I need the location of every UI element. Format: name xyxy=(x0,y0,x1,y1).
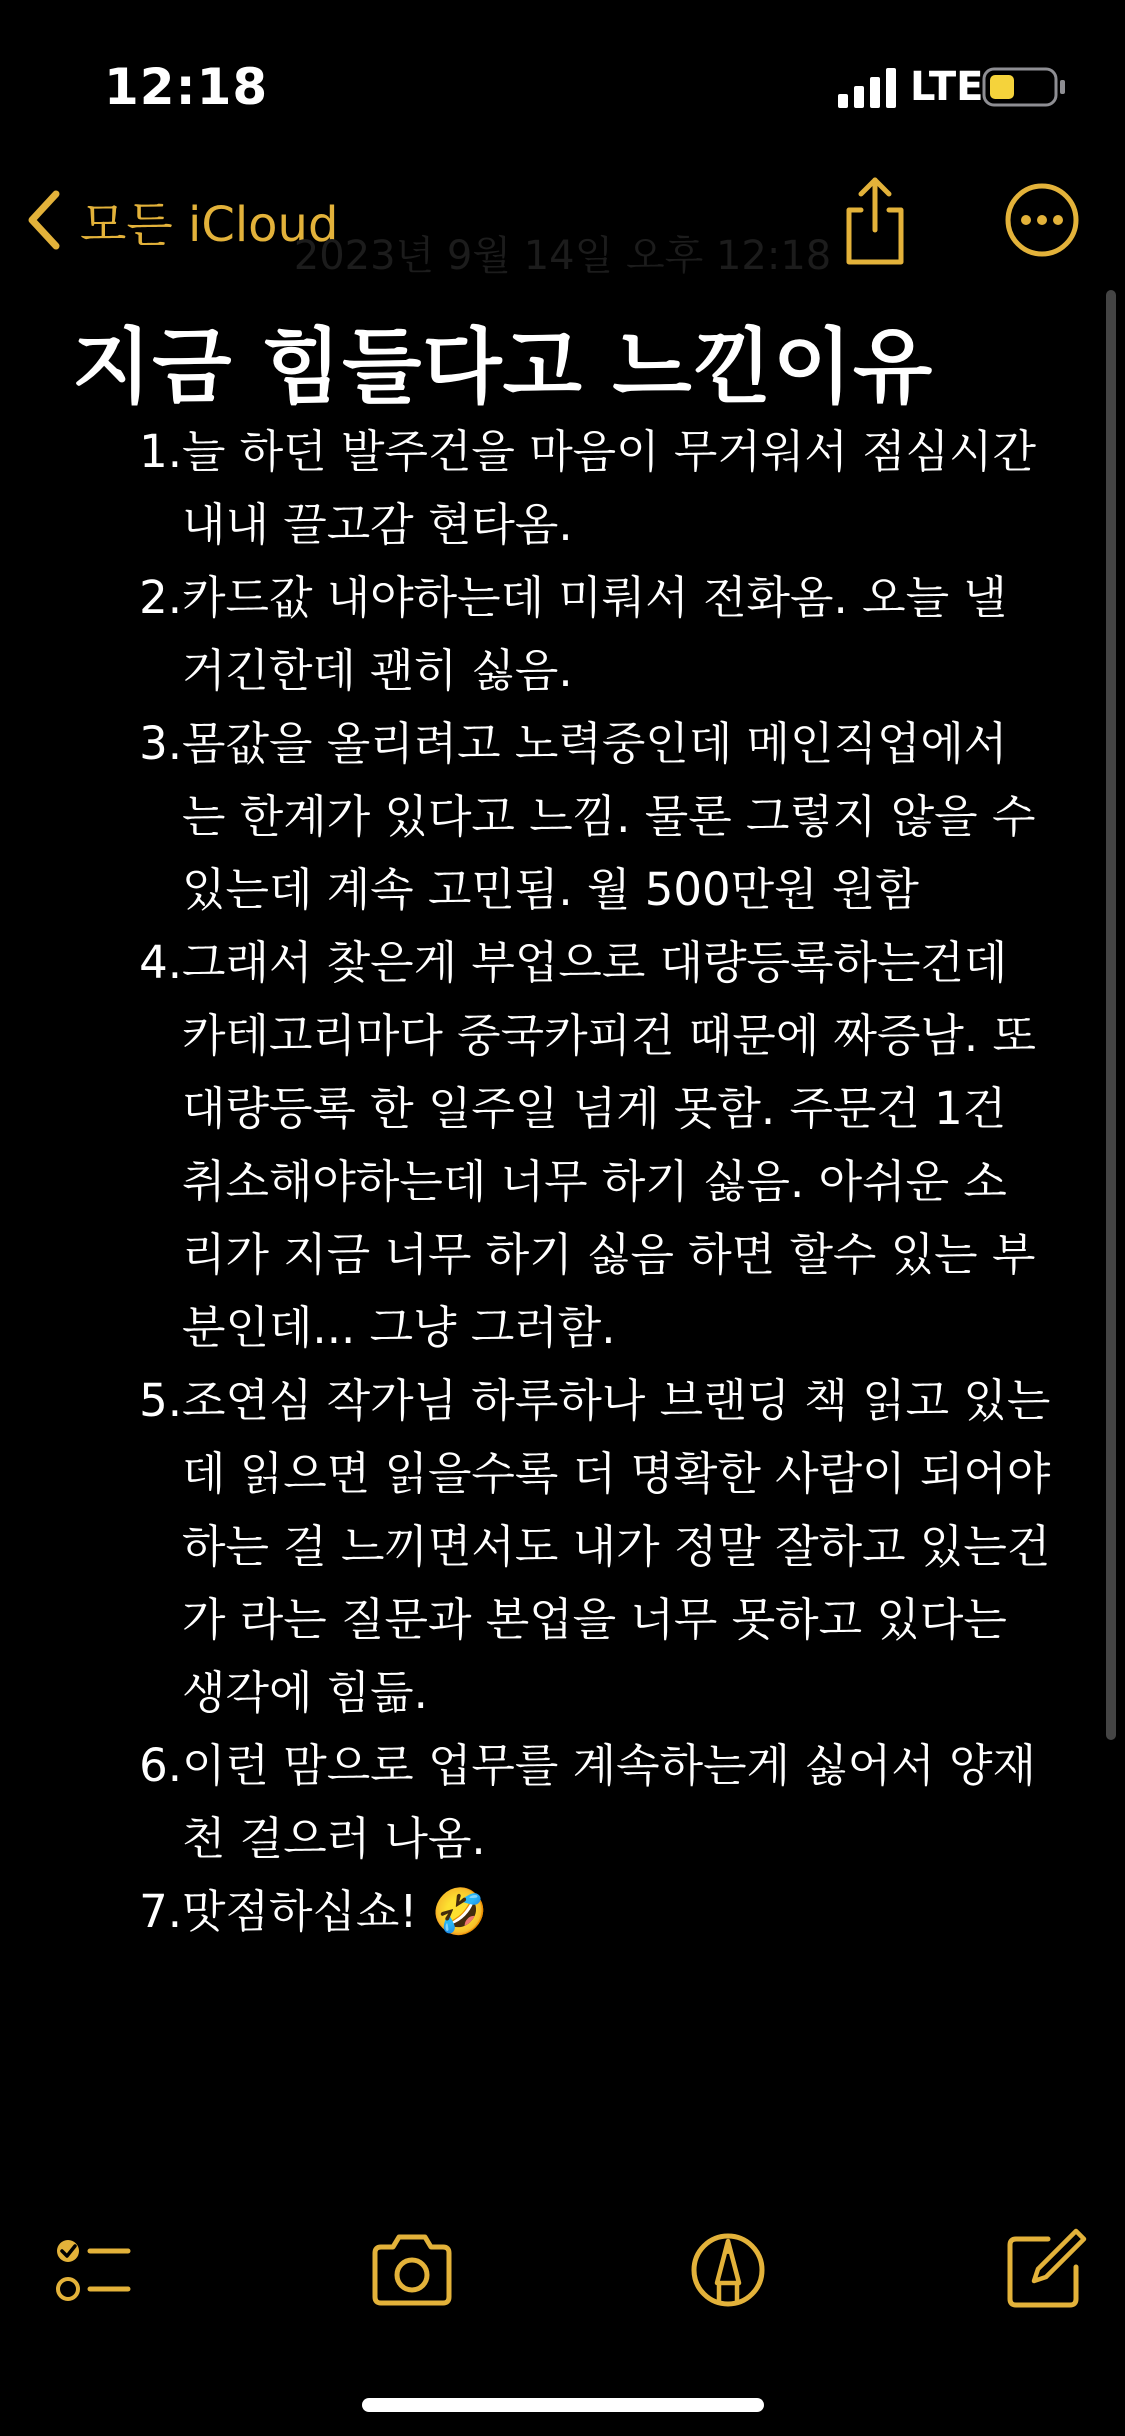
list-item-line: 내내 끌고감 현타옴. xyxy=(182,498,573,551)
list-item[interactable] xyxy=(100,1364,1060,1729)
list-item-number: 2. xyxy=(139,571,182,624)
list-item-line: 하는 걸 느끼면서도 내가 정말 잘하고 있는건 xyxy=(182,1520,1051,1573)
markup-icon[interactable] xyxy=(683,2225,773,2315)
list-item-text xyxy=(182,1875,1060,1948)
list-item-line: 거긴한데 괜히 싫음. xyxy=(182,644,573,697)
checklist-icon[interactable] xyxy=(48,2225,138,2315)
note-date: 2023년 9월 14일 오후 12:18 xyxy=(293,233,832,279)
note-body[interactable] xyxy=(100,415,1060,1948)
list-item-text xyxy=(182,707,1060,926)
list-item-line: 카드값 내야하는데 미뤄서 전화옴. 오늘 낼 xyxy=(182,571,1007,624)
list-item-text xyxy=(182,415,1060,561)
list-item-number: 6. xyxy=(139,1739,182,1792)
list-item-line: 천 걸으러 나옴. xyxy=(182,1812,486,1865)
list-item-line: 는 한계가 있다고 느낌. 물론 그렇지 않을 수 xyxy=(182,790,1036,843)
list-item-line: 리가 지금 너무 하기 싫음 하면 할수 있는 부 xyxy=(182,1228,1036,1281)
list-item-line: 맛점하십쇼! 🤣 xyxy=(182,1885,488,1938)
list-item-line: 데 읽으면 읽을수록 더 명확한 사람이 되어야 xyxy=(182,1447,1051,1500)
list-item-line: 카테고리마다 중국카피건 때문에 짜증남. 또 xyxy=(182,1009,1036,1062)
list-item-number: 4. xyxy=(139,936,182,989)
list-item-line: 몸값을 올리려고 노력중인데 메인직업에서 xyxy=(182,717,1008,770)
list-item[interactable] xyxy=(100,561,1060,707)
list-item[interactable] xyxy=(100,1729,1060,1875)
list-item-line: 생각에 힘듦. xyxy=(182,1666,428,1719)
list-item-text xyxy=(182,926,1060,1364)
list-item-line: 조연심 작가님 하루하나 브랜딩 책 읽고 있는 xyxy=(182,1374,1051,1427)
camera-icon[interactable] xyxy=(367,2225,457,2315)
note-title[interactable]: 지금 힘들다고 느낀이유 xyxy=(72,320,934,415)
list-item-number: 7. xyxy=(139,1885,182,1938)
list-item-line: 취소해야하는데 너무 하기 싫음. 아쉬운 소 xyxy=(182,1155,1007,1208)
list-item[interactable] xyxy=(100,707,1060,926)
home-indicator[interactable] xyxy=(362,2398,764,2412)
status-time: 12:18 xyxy=(104,58,269,116)
list-item-line: 가 라는 질문과 본업을 너무 못하고 있다는 xyxy=(182,1593,1007,1646)
list-item-line: 늘 하던 발주건을 마음이 무거워서 점심시간 xyxy=(182,425,1036,478)
list-item-number: 1. xyxy=(139,425,182,478)
bottom-toolbar xyxy=(0,2215,1125,2325)
scrollbar[interactable] xyxy=(1106,290,1116,1740)
network-type: LTE xyxy=(910,64,984,110)
list-item[interactable] xyxy=(100,926,1060,1364)
list-item-number: 5. xyxy=(139,1374,182,1427)
battery-icon xyxy=(982,66,1066,108)
list-item-line: 분인데... 그냥 그러함. xyxy=(182,1301,616,1354)
list-item-line: 있는데 계속 고민됨. 월 500만원 원함 xyxy=(182,863,919,916)
list-item-text xyxy=(182,1364,1060,1729)
list-item-text xyxy=(182,1729,1060,1875)
cellular-signal-icon xyxy=(838,66,898,108)
compose-icon[interactable] xyxy=(1000,2225,1090,2315)
list-item-number: 3. xyxy=(139,717,182,770)
status-bar xyxy=(0,0,1125,150)
back-label: 모든 iCloud xyxy=(80,196,339,253)
list-item[interactable] xyxy=(100,1875,1060,1948)
list-item-line: 대량등록 한 일주일 넘게 못함. 주문건 1건 xyxy=(182,1082,1007,1135)
list-item-line: 이런 맘으로 업무를 계속하는게 싫어서 양재 xyxy=(182,1739,1036,1792)
list-item[interactable] xyxy=(100,415,1060,561)
list-item-line: 그래서 찾은게 부업으로 대량등록하는건데 xyxy=(182,936,1008,989)
list-item-text xyxy=(182,561,1060,707)
